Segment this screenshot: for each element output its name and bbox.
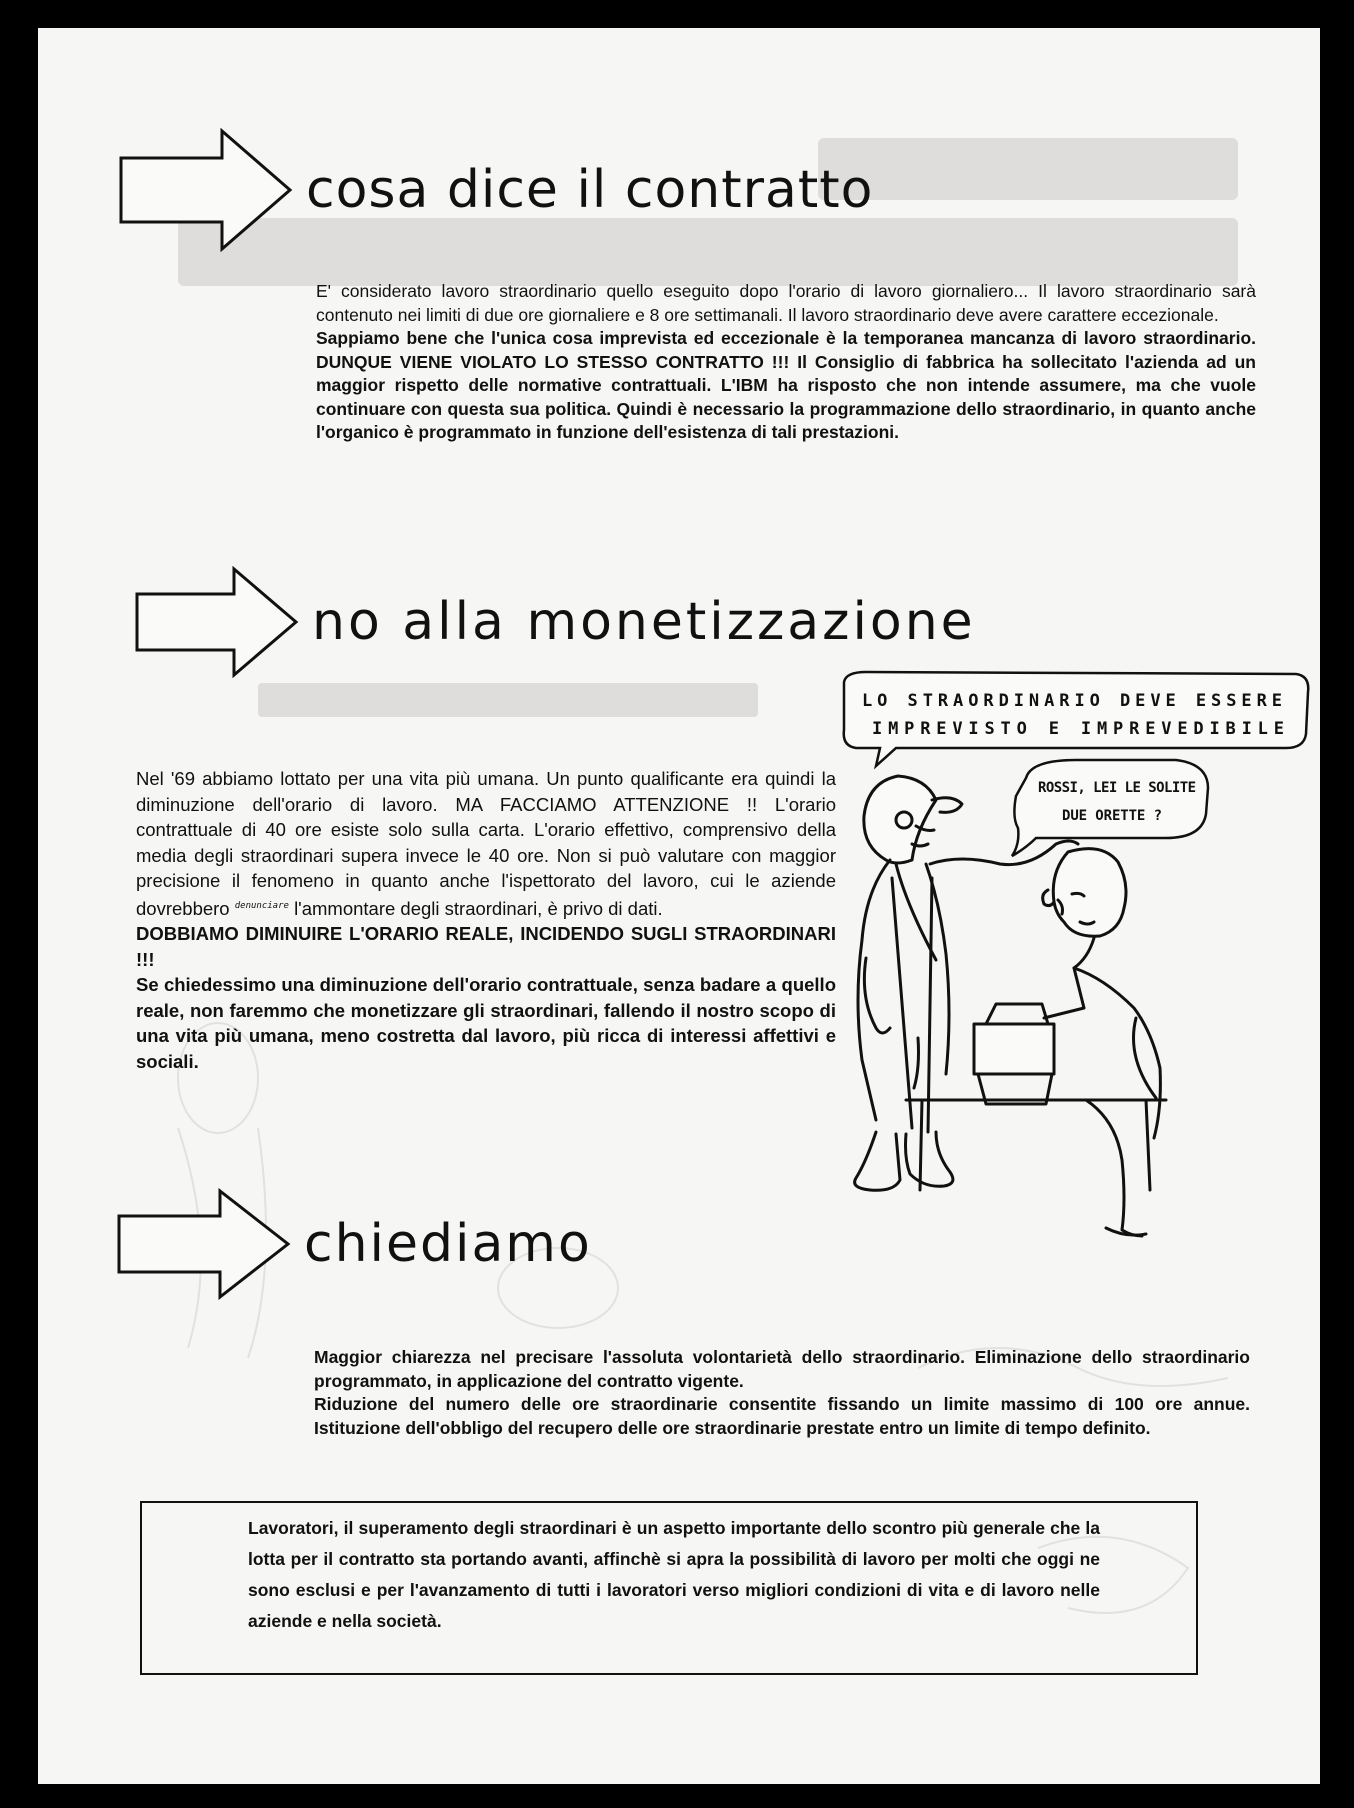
balloon-2-line-2: DUE ORETTE ? bbox=[1062, 808, 1162, 824]
heading-contract bbox=[118, 128, 873, 252]
document-page bbox=[38, 28, 1320, 1784]
handwritten-insert: denunciare bbox=[234, 900, 289, 911]
cartoon-illustration bbox=[836, 668, 1316, 1308]
contract-paragraph-2: Sappiamo bene che l'unica cosa imprevista ed eccezionale è la temporanea mancanza di lavoro straordinario. DUNQUE VIENE VIOLATO LO STESSO CONTRATTO !!! Il Consiglio di fabbrica ha sollecitato l'azienda ad un maggior rispetto delle normative contrattuali. L'IBM ha risposto che non intende assumere, ma che vuole continuare con questa sua politica. Quindi è necessario la programmazione dello straordinario, in quanto anche l'organico è programmato in funzione dell'esistenza di tali prestazioni. bbox=[316, 328, 1256, 442]
heading-monetization-title: no alla monetizzazione bbox=[312, 592, 976, 652]
monetization-paragraph-1: Nel '69 abbiamo lottato per una vita più umana. Un punto qualificante era quindi la diminuzione dell'orario di lavoro. MA FACCIAMO ATTENZIONE !! L'orario contrattuale di 40 ore esiste solo sulla carta. L'orario effettivo, comprensivo della media degli straordinari supera invece le 40 ore. Non si può valutare con maggior precisione il fenomeno in quanto anche l'ispettorato del lavoro, cui le aziende dovrebbero $^{denunciare}$ l'ammontare degli straordinari, è privo di dati. bbox=[136, 768, 836, 919]
contract-section-text bbox=[316, 280, 1256, 445]
contract-paragraph-1: E' considerato lavoro straordinario quello eseguito dopo l'orario di lavoro giornaliero... Il lavoro straordinario sarà contenuto nei limiti di due ore giornaliere e 8 ore settimanali. Il lavoro straordinario deve avere carattere eccezionale. bbox=[316, 281, 1256, 325]
heading-contract-title: cosa dice il contratto bbox=[306, 160, 874, 220]
heading-demands bbox=[116, 1188, 592, 1300]
monetization-paragraph-2: Se chiedessimo una diminuzione dell'orario contrattuale, senza badare a quello reale, non faremmo che monetizzare gli straordinari, fallendo il nostro scopo di una vita più umana, meno costretta dal lavoro, più ricca di interessi affettivi e sociali. bbox=[136, 974, 836, 1072]
balloon-1-line-2: IMPREVISTO E IMPREVEDIBILE bbox=[872, 719, 1284, 739]
monetization-section-text bbox=[136, 766, 836, 1074]
balloon-2-line-1: ROSSI, LEI LE SOLITE bbox=[1038, 780, 1196, 796]
closing-statement-text: Lavoratori, il superamento degli straordinari è un aspetto importante dello scontro più generale che la lotta per il contratto sta portando avanti, affinchè si apra la possibilità di lavoro per molti che oggi ne sono esclusi e per l'avanzamento di tutti i lavoratori verso migliori condizioni di vita e di lavoro nelle aziende e nella società. bbox=[248, 1518, 1100, 1631]
monetization-caps-line: DOBBIAMO DIMINUIRE L'ORARIO REALE, INCIDENDO SUGLI STRAORDINARI !!! bbox=[136, 923, 836, 970]
demands-paragraph-2: Riduzione del numero delle ore straordinarie consentite fissando un limite massimo di 100 ore annue. Istituzione dell'obbligo del recupero delle ore straordinarie prestate entro un limite di tempo definito. bbox=[314, 1394, 1250, 1438]
arrow-right-icon bbox=[118, 128, 296, 252]
arrow-right-icon bbox=[134, 566, 302, 678]
demands-paragraph-1: Maggior chiarezza nel precisare l'assoluta volontarietà dello straordinario. Eliminazione dello straordinario programmato, in applicazione del contratto vigente. bbox=[314, 1347, 1250, 1391]
demands-section-text bbox=[314, 1346, 1250, 1440]
arrow-right-icon bbox=[116, 1188, 294, 1300]
closing-statement-box bbox=[140, 1501, 1198, 1675]
worker-figure bbox=[906, 849, 1166, 1236]
heading-monetization bbox=[134, 566, 976, 678]
heading-demands-title: chiediamo bbox=[304, 1214, 592, 1274]
balloon-1-line-1: LO STRAORDINARIO DEVE ESSERE bbox=[862, 691, 1282, 711]
